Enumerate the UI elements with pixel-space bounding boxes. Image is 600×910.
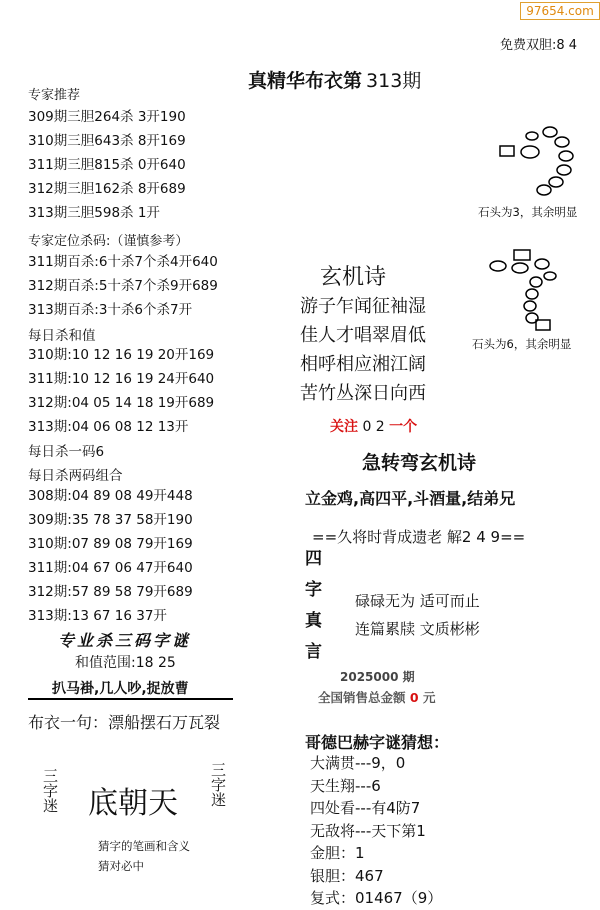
four-char: 四 — [305, 549, 322, 569]
buyi-line: 布衣一句：漂船摆石万瓦裂 — [28, 713, 221, 732]
list-item: 309期三胆264杀 3开190 — [28, 109, 186, 125]
poem-lines — [300, 292, 426, 408]
list-item: 311期百杀:6十杀7个杀4开640 — [28, 254, 218, 270]
sales-issue: 2025000 期 — [340, 670, 415, 684]
three-char-left: 三字迷 — [41, 768, 59, 813]
turn-line: 立金鸡,高四平,斗酒量,结弟兄 — [305, 489, 516, 508]
four-line1: 碌碌无为 适可而止 — [355, 592, 480, 610]
list-item: 313期:04 06 08 12 13开 — [28, 419, 189, 435]
experts-heading: 专家推荐 — [28, 88, 81, 103]
stone-caption-1: 石头为3，其余明显 — [478, 205, 578, 219]
stone-diagram-1 — [492, 120, 582, 200]
position-heading: 专家定位杀码:（谨慎参考） — [28, 234, 189, 249]
turn-title: 急转弯玄机诗 — [362, 452, 477, 474]
list-item: 313期三胆598杀 1开 — [28, 205, 160, 221]
stone-diagram-2 — [484, 246, 564, 336]
list-item: 312期:04 05 14 18 19开689 — [28, 395, 215, 411]
poem-line: 相呼相应湘江阔 — [300, 354, 426, 375]
three-char-center: 底朝天 — [88, 786, 178, 821]
poem-line: 游子乍闻征袖湿 — [300, 296, 426, 317]
sum-list — [28, 343, 214, 439]
goethe-title: 哥德巴赫字谜猜想： — [305, 733, 450, 752]
sum-heading: 每日杀和值 — [28, 328, 96, 344]
poem-line: 佳人才唱翠眉低 — [300, 325, 426, 346]
list-item: 313期百杀:3十杀6个杀7开 — [28, 302, 193, 318]
list-item: 308期:04 89 08 49开448 — [28, 488, 193, 504]
list-item: 312期:57 89 58 79开689 — [28, 584, 193, 600]
position-list — [28, 250, 218, 322]
four-char: 字 — [305, 580, 322, 600]
page-title — [248, 66, 421, 93]
list-item: 312期百杀:5十杀7个杀9开689 — [28, 278, 218, 294]
list-item: 天生翔---6 — [310, 776, 381, 795]
list-item: 311期三胆815杀 0开640 — [28, 157, 186, 173]
watermark: 97654.com — [520, 2, 600, 20]
free-pair: 免费双胆:8 4 — [500, 38, 578, 53]
poem-focus — [330, 416, 417, 436]
poem-title: 玄机诗 — [320, 265, 387, 290]
poem-line: 苦竹丛深日向西 — [300, 383, 426, 404]
list-item: 复式：01467（9） — [310, 889, 443, 907]
four-line2: 连篇累牍 文质彬彬 — [355, 620, 480, 638]
title-issue: 313期 — [366, 70, 422, 92]
list-item: 银胆：467 — [310, 866, 384, 885]
divider — [28, 698, 233, 700]
riddle3-phrase: 扒马褂,几人吵,捉放曹 — [52, 681, 189, 697]
three-char-hint1: 猜字的笔画和含义 — [98, 839, 190, 853]
list-item: 313期:13 67 16 37开 — [28, 608, 167, 624]
list-item: 312期三胆162杀 8开689 — [28, 181, 186, 197]
focus-suffix: 一个 — [389, 419, 418, 435]
list-item: 金胆：1 — [310, 844, 365, 862]
list-item: 309期:35 78 37 58开190 — [28, 512, 193, 528]
kill-two-list — [28, 484, 193, 628]
riddle3-heading: 专业杀三码字谜 — [58, 631, 192, 650]
four-char: 言 — [305, 642, 322, 662]
list-item: 310期三胆643杀 8开169 — [28, 133, 186, 149]
sales-total — [318, 688, 435, 706]
title-main: 真精华布衣第 — [248, 70, 363, 92]
focus-nums: 0 2 — [362, 419, 385, 435]
stone-caption-2: 石头为6，其余明显 — [472, 337, 572, 351]
list-item: 310期:07 89 08 79开169 — [28, 536, 193, 552]
goethe-list — [310, 752, 442, 910]
riddle3-range: 和值范围:18 25 — [75, 655, 176, 671]
list-item: 311期:10 12 16 19 24开640 — [28, 371, 215, 387]
four-char: 真 — [305, 611, 322, 631]
list-item: 310期:10 12 16 19 20开169 — [28, 347, 215, 363]
sales-amount: 0 — [409, 690, 419, 705]
list-item: 311期:04 67 06 47开640 — [28, 560, 193, 576]
turn-answer: ==久将时背成遗老 解2 4 9== — [312, 528, 526, 546]
three-char-right: 三字迷 — [209, 762, 227, 807]
three-char-hint2: 猜对必中 — [98, 859, 144, 873]
list-item: 大满贯---9，0 — [310, 754, 406, 772]
kill-two-heading: 每日杀两码组合 — [28, 468, 123, 484]
focus-label: 关注 — [330, 419, 358, 435]
sales-label: 全国销售总金额 — [318, 690, 406, 705]
list-item: 无敌将---天下第1 — [310, 821, 426, 840]
four-chars — [305, 544, 322, 668]
experts-list — [28, 105, 186, 225]
kill-one: 每日杀一码6 — [28, 444, 105, 460]
sales-unit: 元 — [422, 690, 436, 705]
list-item: 四处看---有4防7 — [310, 799, 421, 817]
